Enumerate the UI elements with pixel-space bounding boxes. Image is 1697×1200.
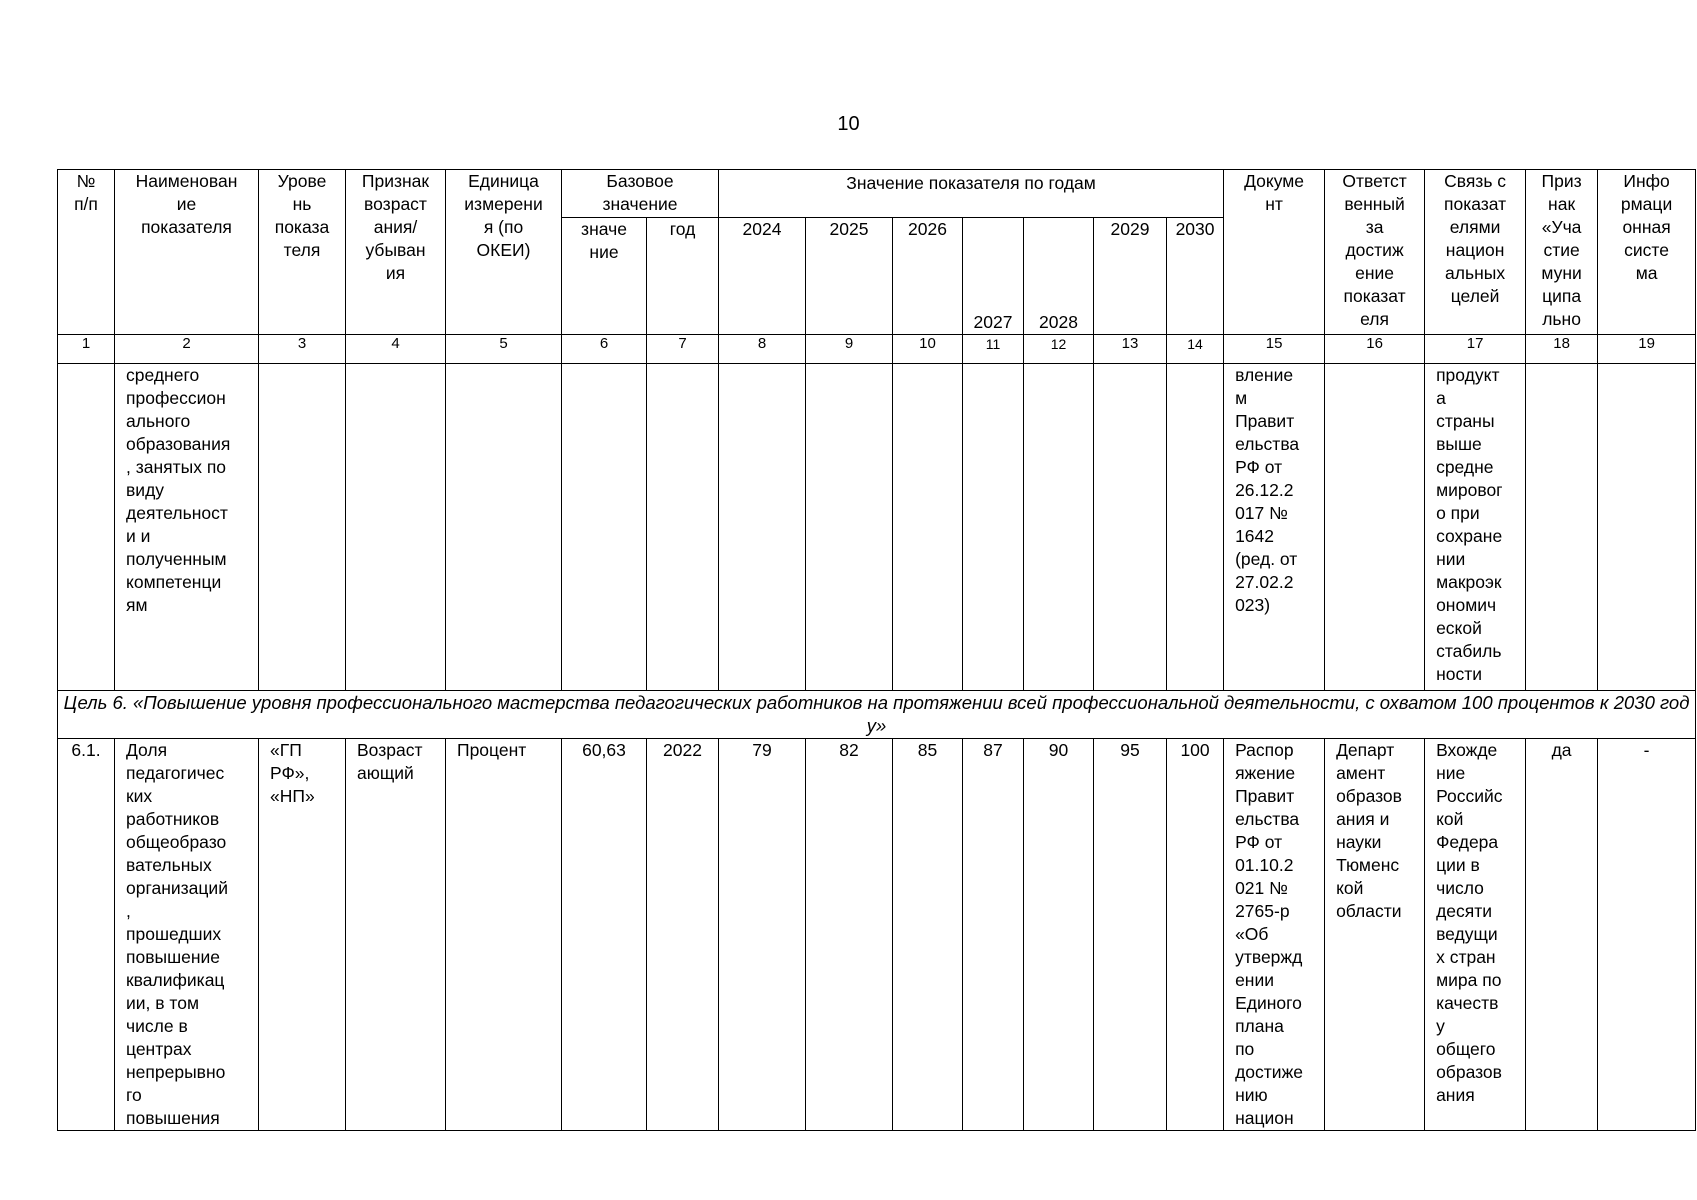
row-info-system: -: [1598, 739, 1696, 1131]
header-row-1: [58, 170, 1696, 218]
row-value-2026: 85: [893, 739, 963, 1131]
cell-empty: [963, 364, 1024, 691]
cell-empty: [346, 364, 446, 691]
row-value-2030: 100: [1167, 739, 1224, 1131]
column-number: 17: [1425, 335, 1526, 364]
header-base-year: год: [647, 218, 719, 335]
cont-national-goals-link: продукт а страны выше средне мировог о при сохране нии макроэк ономич еской стабиль ности: [1425, 364, 1526, 691]
cont-name: среднего профессион ального образования , занятых по виду деятельност и и полученным компетенци ям: [115, 364, 259, 691]
header-sign: Признак возраст ания/ убыван ия: [346, 170, 446, 335]
row-no: 6.1.: [58, 739, 115, 1131]
column-number: 11: [963, 335, 1024, 364]
column-number: 10: [893, 335, 963, 364]
header-name: Наименован ие показателя: [115, 170, 259, 335]
row-responsible: Департ амент образов ания и науки Тюменс кой области: [1325, 739, 1425, 1131]
column-number: 14: [1167, 335, 1224, 364]
header-unit: Единица измерени я (по ОКЕИ): [446, 170, 562, 335]
column-number: 2: [115, 335, 259, 364]
header-year-2029: 2029: [1094, 218, 1167, 335]
header-national-goals-link: Связь с показат елями национ альных целей: [1425, 170, 1526, 335]
row-base-year: 2022: [647, 739, 719, 1131]
header-base-val: значе ние: [562, 218, 647, 335]
row-value-2028: 90: [1024, 739, 1094, 1131]
indicators-table: [57, 169, 1696, 1131]
row-value-2025: 82: [806, 739, 893, 1131]
row-unit: Процент: [446, 739, 562, 1131]
row-value-2027: 87: [963, 739, 1024, 1131]
column-number: 19: [1598, 335, 1696, 364]
column-number: 16: [1325, 335, 1425, 364]
header-municipal-participation: Приз нак «Уча стие муни ципа льно: [1526, 170, 1598, 335]
column-numbers-row: [58, 335, 1696, 364]
column-number: 7: [647, 335, 719, 364]
row-sign: Возраст ающий: [346, 739, 446, 1131]
column-number: 3: [259, 335, 346, 364]
row-document: Распор яжение Правит ельства РФ от 01.10.2 021 № 2765-р «Об утвержд ении Единого плана по достиже нию национ: [1224, 739, 1325, 1131]
goal-6-title: Цель 6. «Повышение уровня профессионального мастерства педагогических работников на протяжении всей профессиональной деятельности, с охватом 100 процентов к 2030 году»: [58, 691, 1696, 739]
cell-empty: [562, 364, 647, 691]
header-level: Урове нь показа теля: [259, 170, 346, 335]
row-name: Доля педагогичес ких работников общеобразо вательных организаций , прошедших повышение квалификац ии, в том числе в центрах непрерывно го повышения: [115, 739, 259, 1131]
cell-empty: [1094, 364, 1167, 691]
cell-empty: [893, 364, 963, 691]
column-number: 4: [346, 335, 446, 364]
row-value-2024: 79: [719, 739, 806, 1131]
cell-empty: [1526, 364, 1598, 691]
column-number: 8: [719, 335, 806, 364]
column-number: 1: [58, 335, 115, 364]
column-number: 15: [1224, 335, 1325, 364]
cell-empty: [719, 364, 806, 691]
cell-empty: [446, 364, 562, 691]
header-year-2028: 2028: [1024, 218, 1094, 335]
cell-empty: [647, 364, 719, 691]
table-row: [58, 739, 1696, 1131]
cell-empty: [806, 364, 893, 691]
column-number: 13: [1094, 335, 1167, 364]
page-number: 10: [837, 113, 860, 135]
cell-empty: [1167, 364, 1224, 691]
row-national-goals-link: Вхожде ние Российс кой Федера ции в число десяти ведущи х стран мира по качеств у общего образов ания: [1425, 739, 1526, 1131]
header-year-2030: 2030: [1167, 218, 1224, 335]
column-number: 18: [1526, 335, 1598, 364]
header-year-2027: 2027: [963, 218, 1024, 335]
header-year-2026: 2026: [893, 218, 963, 335]
header-info-system: Инфо рмаци онная систе ма: [1598, 170, 1696, 335]
header-no: № п/п: [58, 170, 115, 335]
header-responsible: Ответст венный за достиж ение показат еля: [1325, 170, 1425, 335]
header-base-value: Базовое значение: [562, 170, 719, 218]
row-level: «ГП РФ», «НП»: [259, 739, 346, 1131]
cell-empty: [58, 364, 115, 691]
row-value-2029: 95: [1094, 739, 1167, 1131]
column-number: 9: [806, 335, 893, 364]
column-number: 5: [446, 335, 562, 364]
cell-empty: [1325, 364, 1425, 691]
column-number: 12: [1024, 335, 1094, 364]
goal-row: [58, 691, 1696, 739]
cell-empty: [1024, 364, 1094, 691]
header-document: Докуме нт: [1224, 170, 1325, 335]
row-base-value: 60,63: [562, 739, 647, 1131]
row-municipal-participation: да: [1526, 739, 1598, 1131]
cont-document: вление м Правит ельства РФ от 26.12.2 017 № 1642 (ред. от 27.02.2 023): [1224, 364, 1325, 691]
continuation-row: [58, 364, 1696, 691]
cell-empty: [259, 364, 346, 691]
header-year-2025: 2025: [806, 218, 893, 335]
header-yearly-values: Значение показателя по годам: [719, 170, 1224, 218]
cell-empty: [1598, 364, 1696, 691]
header-year-2024: 2024: [719, 218, 806, 335]
column-number: 6: [562, 335, 647, 364]
